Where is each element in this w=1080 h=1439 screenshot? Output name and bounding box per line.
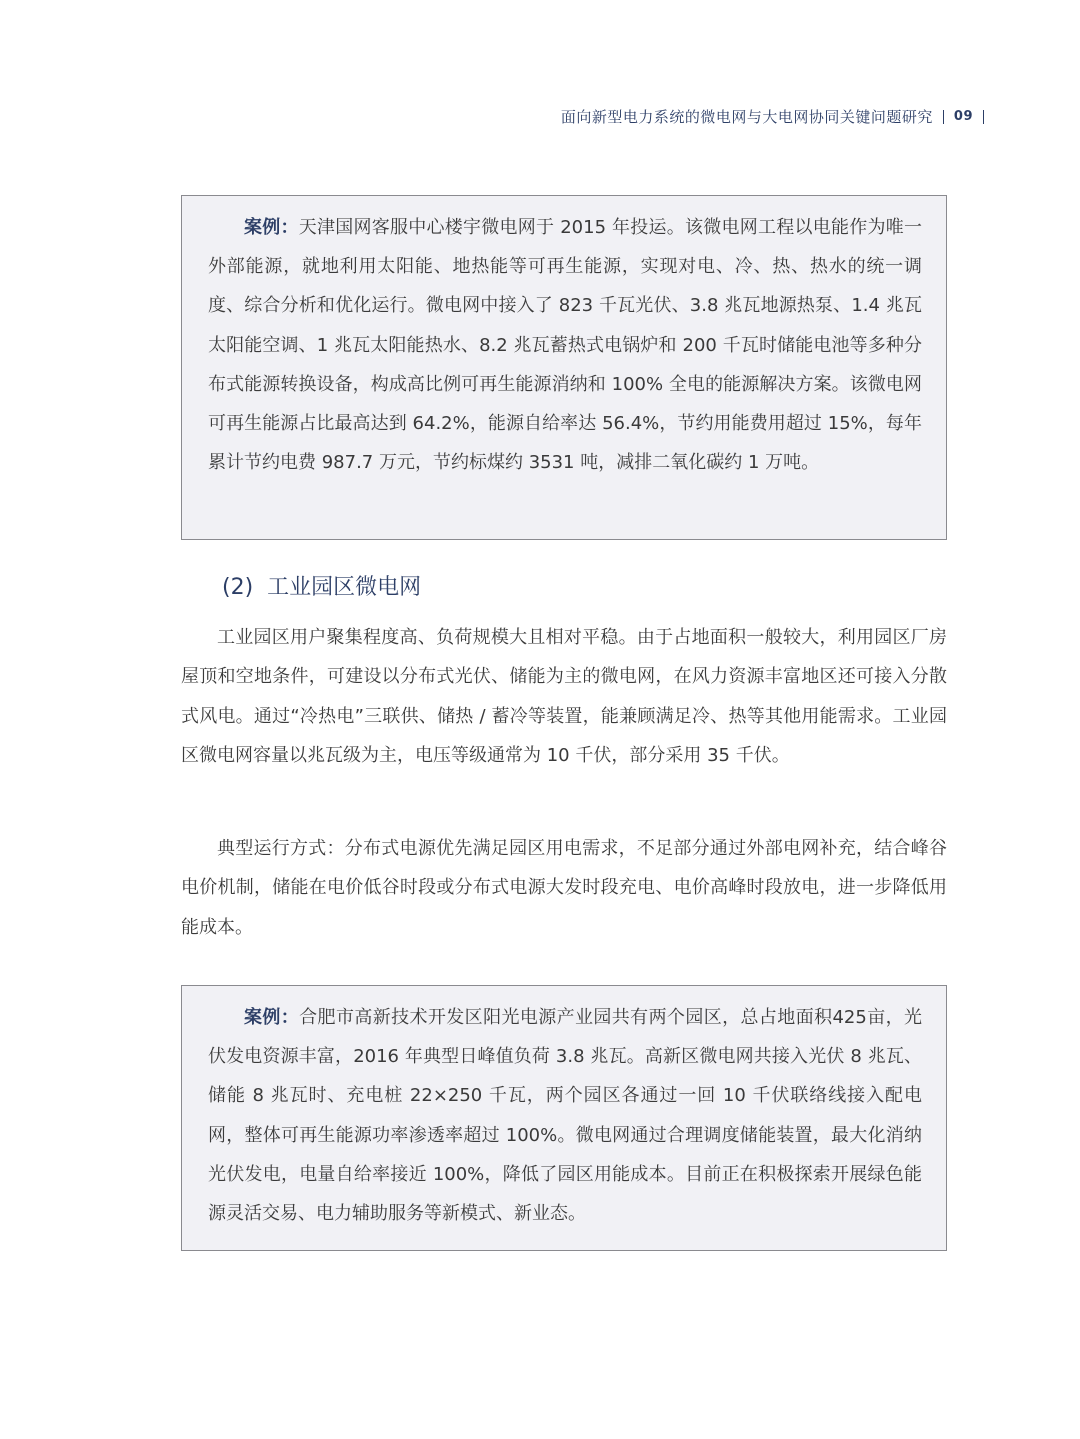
header-divider-right [983,110,984,124]
case-paragraph [208,998,922,1233]
case-text: 天津国网客服中心楼宇微电网于 2015 年投运。该微电网工程以电能作为唯一外部能源，就地利用太阳能、地热能等可再生能源，实现对电、冷、热、热水的统一调度、综合分析和优化运行。微电网中接入了 823 千瓦光伏、3.8 兆瓦地源热泵、1.4 兆瓦太阳能空调、1 兆瓦太阳能热水、8.2 兆瓦蓄热式电锅炉和 200 千瓦时储能电池等多种分布式能源转换设备，构成高比例可再生能源消纳和 100% 全电的能源解决方案。该微电网可再生能源占比最高达到 64.2%，能源自给率达 56.4%，节约用能费用超过 15%，每年累计节约电费 987.7 万元，节约标煤约 3531 吨，减排二氧化碳约 1 万吨。 [208,217,922,474]
body-paragraph-operation-mode: 典型运行方式：分布式电源优先满足园区用电需求，不足部分通过外部电网补充，结合峰谷电价机制，储能在电价低谷时段或分布式电源大发时段充电、电价高峰时段放电，进一步降低用能成本。 [181,838,947,938]
page-number: 09 [953,109,973,124]
section-number: (2) [222,575,254,600]
case-box-hefei [181,985,947,1251]
section-title: 工业园区微电网 [267,575,422,600]
section-heading [222,570,421,601]
case-label: 案例： [244,1007,300,1028]
case-label: 案例： [244,217,299,238]
case-text: 合肥市高新技术开发区阳光电源产业园共有两个园区，总占地面积425亩，光伏发电资源丰富，2016 年典型日峰值负荷 3.8 兆瓦。高新区微电网共接入光伏 8 兆瓦、储能 8 兆瓦时、充电桩 22×250 千瓦，两个园区各通过一回 10 千伏联络线接入配电网，整体可再生能源功率渗透率超过 100%。微电网通过合理调度储能装置，最大化消纳光伏发电，电量自给率接近 100%，降低了园区用能成本。目前正在积极探索开展绿色能源灵活交易、电力辅助服务等新模式、新业态。 [208,1007,922,1225]
running-header [561,106,994,127]
body-paragraph-overview: 工业园区用户聚集程度高、负荷规模大且相对平稳。由于占地面积一般较大，利用园区厂房屋顶和空地条件，可建设以分布式光伏、储能为主的微电网，在风力资源丰富地区还可接入分散式风电。通过“冷热电”三联供、储热 / 蓄冷等装置，能兼顾满足冷、热等其他用能需求。工业园区微电网容量以兆瓦级为主，电压等级通常为 10 千伏，部分采用 35 千伏。 [181,627,947,766]
case-paragraph [208,208,922,482]
case-box-tianjin [181,195,947,540]
header-divider-left [943,110,944,124]
header-title: 面向新型电力系统的微电网与大电网协同关键问题研究 [560,108,933,126]
